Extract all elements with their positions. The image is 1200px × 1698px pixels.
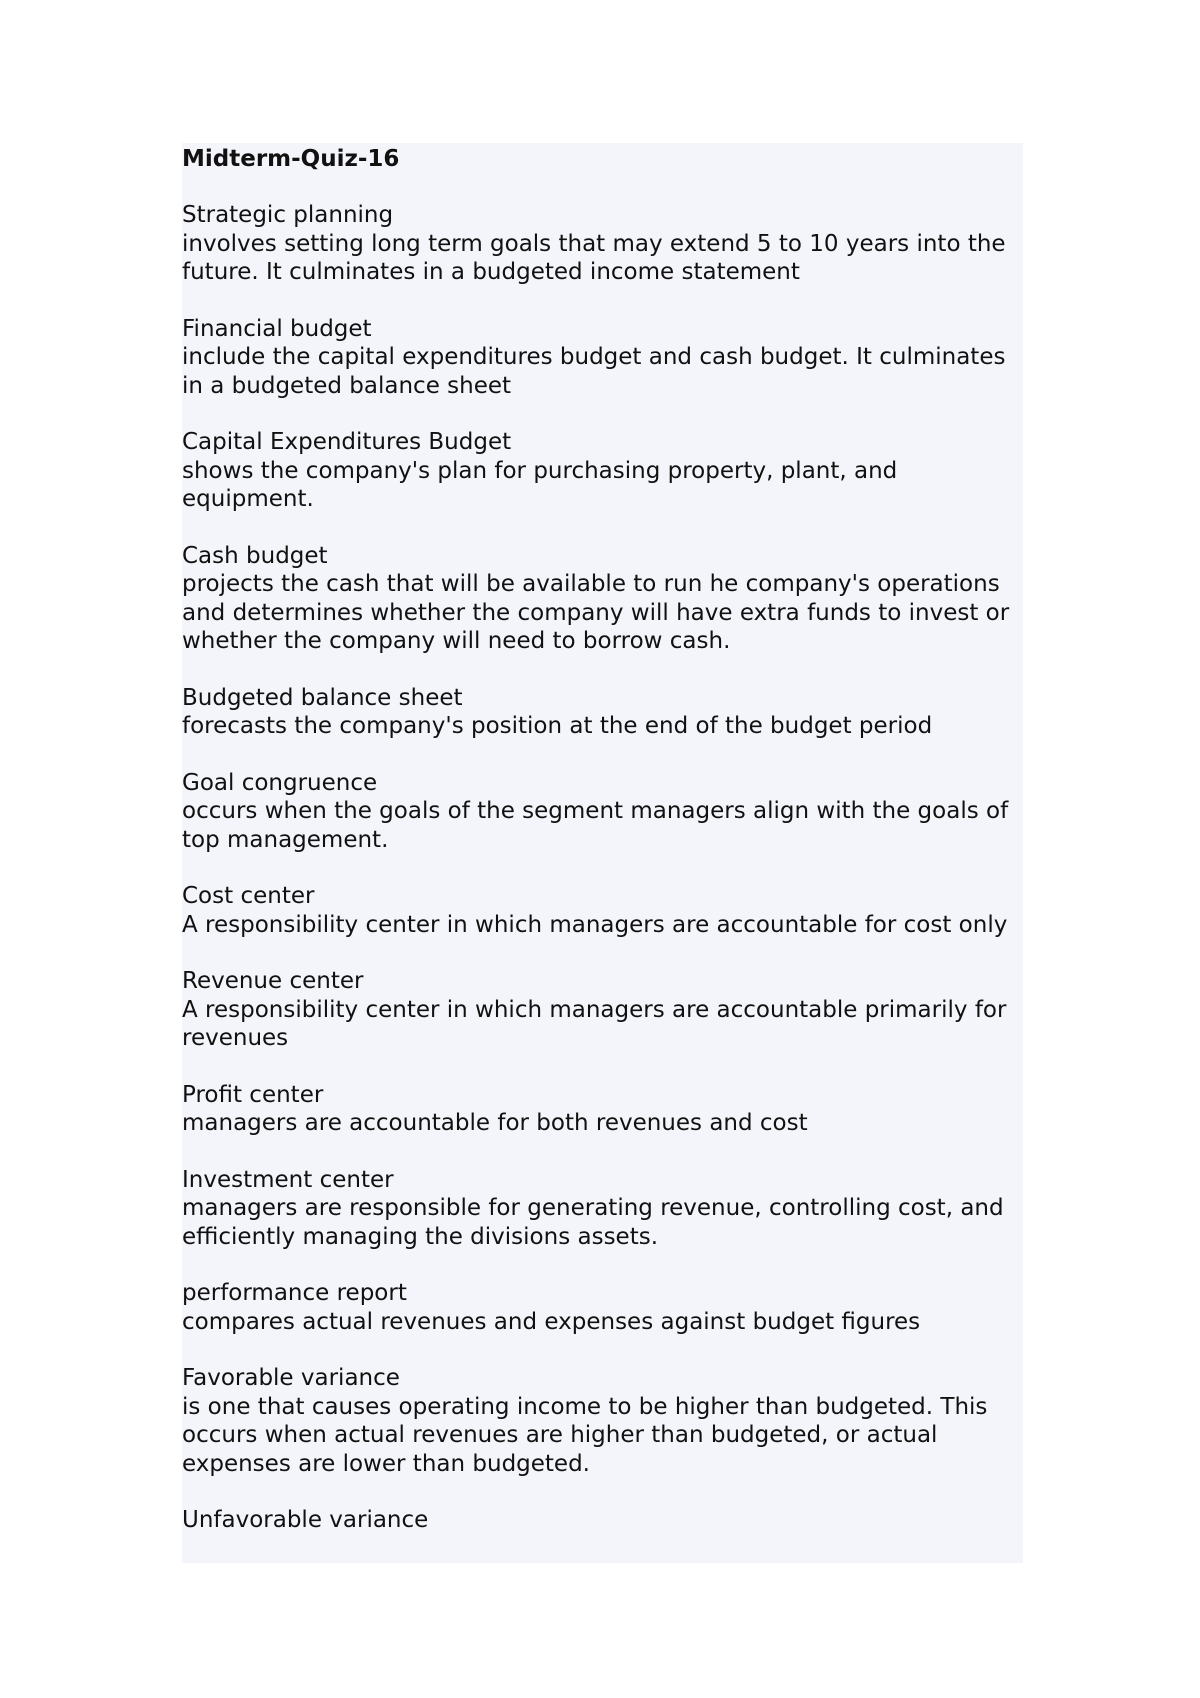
glossary-entry: [182, 967, 1023, 1053]
entry-definition: shows the company's plan for purchasing property, plant, and equipment.: [182, 457, 898, 512]
entry-term: Unfavorable variance: [182, 1507, 429, 1533]
entry-definition: forecasts the company's position at the end of the budget period: [182, 713, 933, 739]
glossary-entry: [182, 1364, 1023, 1478]
glossary-entry: [182, 542, 1023, 656]
glossary-entry: [182, 1506, 1023, 1535]
glossary-entry: [182, 428, 1023, 514]
entry-term: Favorable variance: [182, 1365, 400, 1391]
entry-definition: managers are accountable for both revenues and cost: [182, 1110, 808, 1136]
glossary-entry: [182, 882, 1023, 939]
entry-definition: A responsibility center in which managers are accountable for cost only: [182, 911, 1008, 938]
entry-definition: involves setting long term goals that may extend 5 to 10 years into the future. It culminates in a budgeted income statement: [182, 230, 1006, 285]
glossary-entry: [182, 201, 1023, 287]
glossary-entry: [182, 1166, 1023, 1252]
glossary-entry: [182, 769, 1023, 855]
glossary-entry: [182, 315, 1023, 401]
entry-definition: occurs when the goals of the segment managers align with the goals of top management.: [182, 798, 1009, 853]
document-title: Midterm-Quiz-16: [182, 146, 400, 172]
entry-term: Investment center: [182, 1166, 394, 1193]
glossary-entry: [182, 684, 1023, 741]
entry-term: Capital Expenditures Budget: [182, 429, 512, 455]
content-block: [182, 143, 1023, 1563]
entry-term: Goal congruence: [182, 769, 378, 796]
entry-term: Cash budget: [182, 542, 328, 569]
entry-definition: A responsibility center in which managers are accountable primarily for revenues: [182, 996, 1007, 1051]
entry-definition: compares actual revenues and expenses against budget figures: [182, 1308, 921, 1335]
entry-term: Revenue center: [182, 968, 364, 994]
entry-definition: include the capital expenditures budget and cash budget. It culminates in a budgeted balance sheet: [182, 344, 1006, 399]
entry-definition: is one that causes operating income to be higher than budgeted. This occurs when actual revenues are higher than budgeted, or actual expenses are lower than budgeted.: [182, 1393, 988, 1477]
entry-term: Financial budget: [182, 315, 372, 342]
glossary-entry: [182, 1279, 1023, 1336]
entry-term: Strategic planning: [182, 202, 394, 228]
entry-term: performance report: [182, 1280, 407, 1306]
glossary-entry: [182, 1081, 1023, 1138]
entry-term: Budgeted balance sheet: [182, 684, 463, 711]
entry-definition: managers are responsible for generating revenue, controlling cost, and efficiently managing the divisions assets.: [182, 1195, 1004, 1250]
entry-definition: projects the cash that will be available to run he company's operations and determines whether the company will have extra funds to invest or whether the company will need to borrow cash.: [182, 571, 1010, 654]
entry-term: Profit center: [182, 1081, 324, 1108]
entry-term: Cost center: [182, 883, 315, 909]
